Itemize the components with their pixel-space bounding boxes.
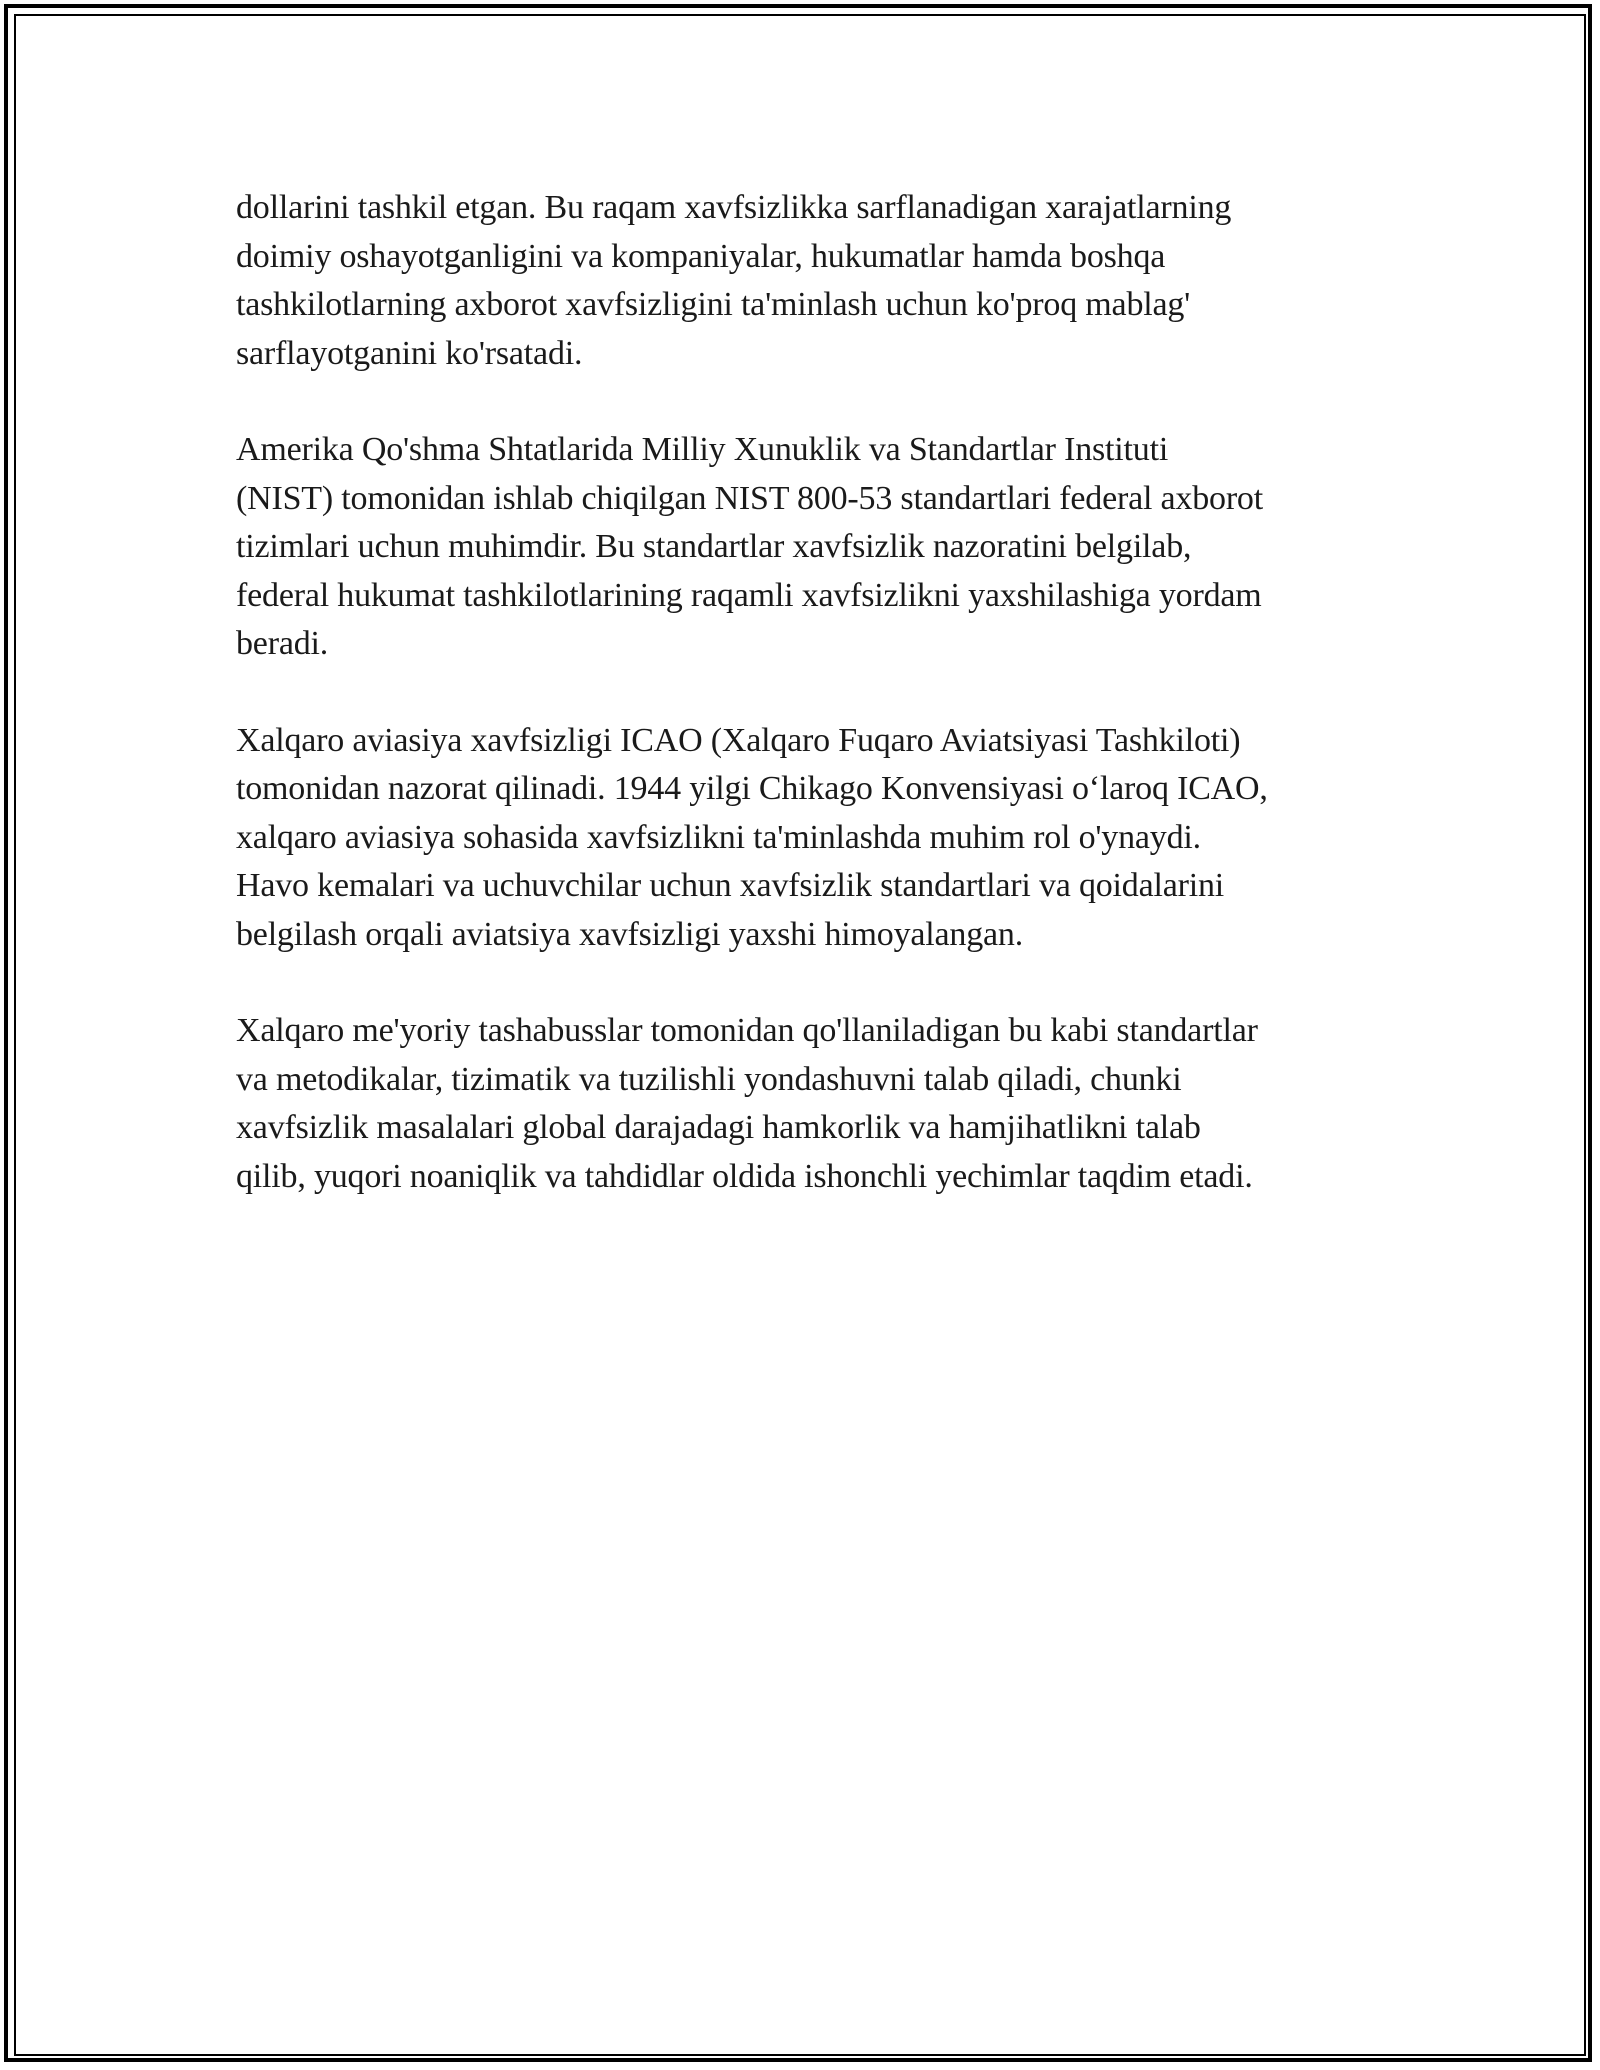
text-line: Xalqaro aviasiya xavfsizligi ICAO (Xalqaro Fuqaro Aviatsiyasi Tashkiloti) xyxy=(236,721,1241,759)
document-body xyxy=(236,184,1366,1249)
text-line: Xalqaro me'yoriy tashabusslar tomonidan qo'llaniladigan bu kabi standartlar xyxy=(236,1012,1258,1049)
text-line: belgilash orqali aviatsiya xavfsizligi yaxshi himoyalangan. xyxy=(236,915,1024,953)
text-line: qilib, yuqori noaniqlik va tahdidlar oldida ishonchli yechimlar taqdim etadi. xyxy=(236,1157,1253,1195)
text-line: va metodikalar, tizimatik va tuzilishli yondashuvni talab qiladi, chunki xyxy=(236,1060,1182,1098)
text-line: tizimlari uchun muhimdir. Bu standartlar xavfsizlik nazoratini belgilab, xyxy=(236,528,1192,565)
paragraph-3 xyxy=(236,717,1366,960)
text-line: xalqaro aviasiya sohasida xavfsizlikni ta'minlashda muhim rol o'ynaydi. xyxy=(236,818,1201,856)
text-line: Amerika Qo'shma Shtatlarida Milliy Xunuklik va Standartlar Instituti xyxy=(236,431,1169,468)
text-line: dollarini tashkil etgan. Bu raqam xavfsizlikka sarflanadigan xarajatlarning xyxy=(236,189,1232,226)
text-line: tomonidan nazorat qilinadi. 1944 yilgi Chikago Konvensiyasi o‘laroq ICAO, xyxy=(236,770,1268,807)
text-line: sarflayotganini ko'rsatadi. xyxy=(236,334,583,372)
paragraph-2 xyxy=(236,426,1366,669)
text-line: doimiy oshayotganligini va kompaniyalar, hukumatlar hamda boshqa xyxy=(236,237,1166,275)
text-line: tashkilotlarning axborot xavfsizligini ta'minlash uchun ko'proq mablag' xyxy=(236,286,1191,323)
paragraph-1 xyxy=(236,184,1366,378)
paragraph-4 xyxy=(236,1007,1366,1201)
text-line: (NIST) tomonidan ishlab chiqilgan NIST 800-53 standartlari federal axborot xyxy=(236,479,1263,517)
text-line: Havo kemalari va uchuvchilar uchun xavfsizlik standartlari va qoidalarini xyxy=(236,867,1225,904)
text-line: federal hukumat tashkilotlarining raqamli xavfsizlikni yaxshilashiga yordam xyxy=(236,576,1262,614)
text-line: beradi. xyxy=(236,625,329,662)
text-line: xavfsizlik masalalari global darajadagi hamkorlik va hamjihatlikni talab xyxy=(236,1109,1201,1146)
